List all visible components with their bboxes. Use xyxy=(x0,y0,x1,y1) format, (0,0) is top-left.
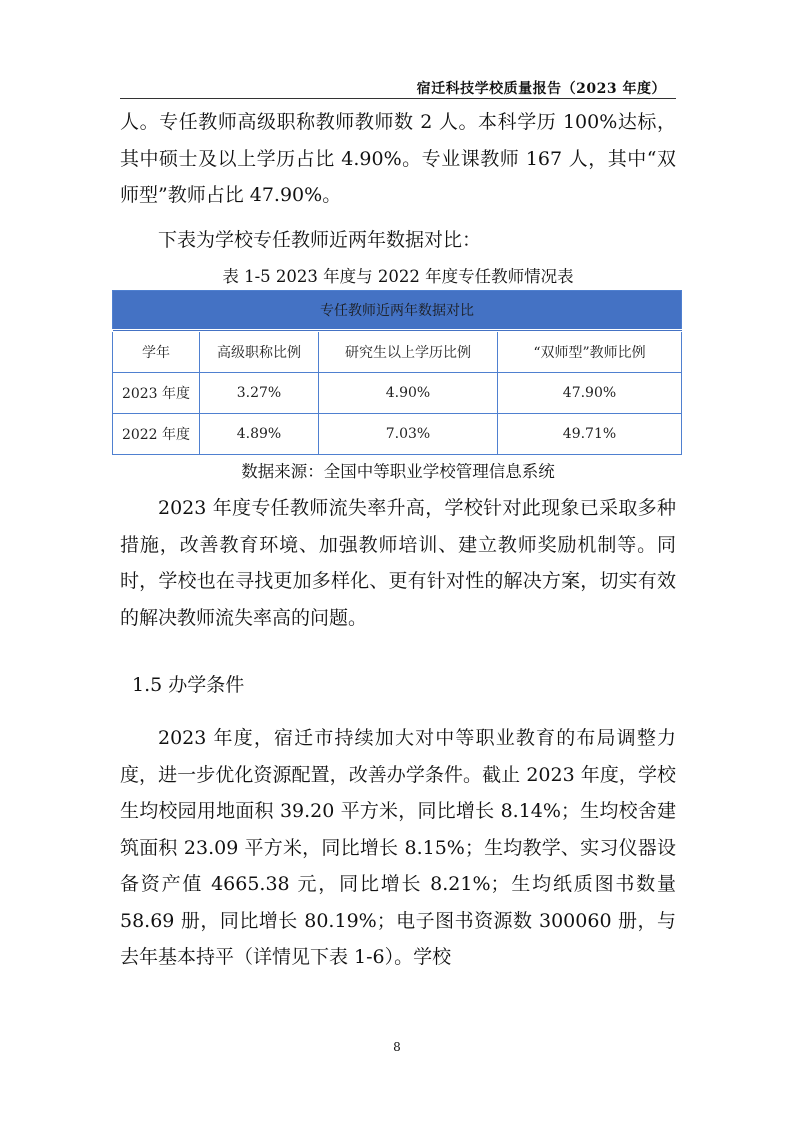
table-cell: 49.71% xyxy=(498,414,682,455)
column-header-senior-title: 高级职称比例 xyxy=(200,331,319,373)
header-rule xyxy=(120,98,676,99)
paragraph-table-intro: 下表为学校专任教师近两年数据对比： xyxy=(158,229,482,251)
table-caption: 表 1-5 2023 年度与 2022 年度专任教师情况表 xyxy=(222,267,574,286)
paragraph-school-conditions: 2023 年度，宿迁市持续加大对中等职业教育的布局调整力度，进一步优化资源配置，改善办学条件。截止 2023 年度，学校生均校园用地面积 39.20 平方米，同比增长 8.14%；生均校舍建筑面积 23.09 平方米，同比增长 8.15%；生均教学、实习仪器设备资产值 4665.38 元，同比增长 8.21%；生均纸质图书数量 58.69 册，同比增长 80.19%；电子图书资源数 300060 册，与去年基本持平（详情见下表 1-6）。学校 xyxy=(120,727,676,968)
table-cell: 4.89% xyxy=(200,414,319,455)
table-banner: 专任教师近两年数据对比 xyxy=(113,291,682,331)
column-header-year: 学年 xyxy=(113,331,200,373)
table-cell: 2023 年度 xyxy=(113,373,200,414)
table-row xyxy=(113,373,682,414)
page-header: 宿迁科技学校质量报告（2023 年度） xyxy=(416,81,666,97)
paragraph-teacher-loss: 2023 年度专任教师流失率升高，学校针对此现象已采取多种措施，改善教育环境、加强教师培训、建立教师奖励机制等。同时，学校也在寻找更加多样化、更有针对性的解决方案，切实有效的解决教师流失率高的问题。 xyxy=(120,497,676,629)
teacher-comparison-table xyxy=(112,290,682,455)
table-cell: 7.03% xyxy=(319,414,498,455)
page-number: 8 xyxy=(393,1040,401,1054)
table-banner-row xyxy=(113,291,682,331)
table-cell: 4.90% xyxy=(319,373,498,414)
table-source-note: 数据来源：全国中等职业学校管理信息系统 xyxy=(241,462,555,481)
paragraph-teacher-stats: 人。专任教师高级职称教师教师数 2 人。本科学历 100%达标，其中硕士及以上学历占比 4.90%。专业课教师 167 人，其中“双师型”教师占比 47.90%。 xyxy=(120,111,676,206)
section-title: 1.5 办学条件 xyxy=(132,674,245,696)
column-header-dual-teacher: “双师型”教师比例 xyxy=(498,331,682,373)
table-cell: 3.27% xyxy=(200,373,319,414)
table-cell: 47.90% xyxy=(498,373,682,414)
table-row xyxy=(113,414,682,455)
column-header-postgrad: 研究生以上学历比例 xyxy=(319,331,498,373)
table-header-row xyxy=(113,331,682,373)
table-cell: 2022 年度 xyxy=(113,414,200,455)
